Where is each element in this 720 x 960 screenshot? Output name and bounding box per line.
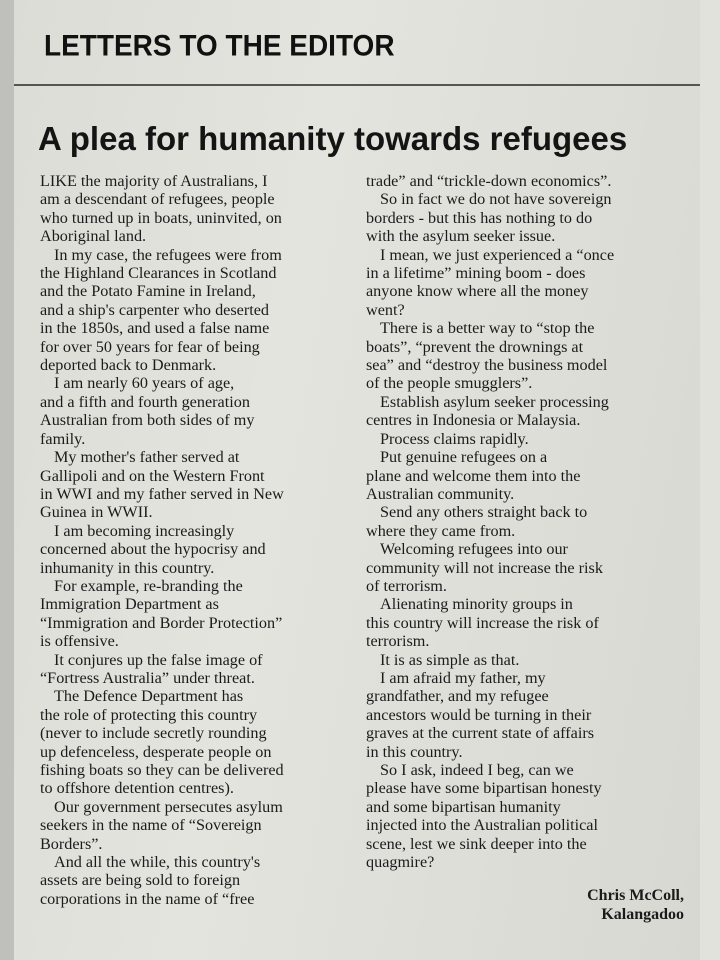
signature-place: Kalangadoo bbox=[601, 906, 684, 923]
paragraph: Our government persecutes asylum seekers in the name of “Sovereign Borders”. bbox=[40, 797, 283, 853]
paragraph: Welcoming refugees into our community will not increase the risk of terrorism. bbox=[366, 540, 603, 595]
paragraph: I am afraid my father, my grandfather, and my refugee ancestors would be turning in their graves at the current state of affairs in this country. bbox=[366, 668, 595, 761]
column-1 bbox=[40, 172, 360, 908]
section-title: LETTERS TO THE EDITOR bbox=[44, 29, 395, 62]
paragraph: Send any others straight back to where they came from. bbox=[366, 503, 588, 540]
paragraph: I am nearly 60 years of age, and a fifth and fourth generation Australian from both sides of my family. bbox=[40, 374, 255, 448]
paragraph: And all the while, this country's assets are being sold to foreign corporations in the name of “free bbox=[40, 853, 261, 908]
paragraph: For example, re-branding the Immigration Department as “Immigration and Border Protection” is offensive. bbox=[40, 576, 283, 651]
paragraph: I mean, we just experienced a “once in a lifetime” mining boom - does anyone know where all the money went? bbox=[366, 245, 615, 319]
paragraph: Process claims rapidly. bbox=[380, 429, 529, 448]
paragraph: Put genuine refugees on a plane and welcome them into the Australian community. bbox=[366, 448, 581, 503]
paragraph: In my case, the refugees were from the Highland Clearances in Scotland and the Potato Famine in Ireland, and a ship's carpenter who deserted in the 1850s, and used a false name for over 50 years for fear of being deported back to Denmark. bbox=[40, 245, 282, 375]
paragraph: So in fact we do not have sovereign borders - but this has nothing to do with the asylum seeker issue. bbox=[366, 190, 612, 246]
paragraph: Establish asylum seeker processing centres in Indonesia or Malaysia. bbox=[366, 392, 609, 430]
paragraph: I am becoming increasingly concerned about the hypocrisy and inhumanity in this country. bbox=[40, 521, 266, 577]
signature-name: Chris McColl, bbox=[587, 887, 684, 904]
section-rule bbox=[14, 84, 700, 86]
paragraph: Alienating minority groups in this country will increase the risk of terrorism. bbox=[366, 595, 599, 651]
paragraph: LIKE the majority of Australians, I am a descendant of refugees, people who turned up in boats, uninvited, on Aboriginal land. bbox=[40, 172, 282, 246]
paragraph: It is as simple as that. bbox=[380, 650, 520, 669]
paragraph: trade” and “trickle-down economics”. bbox=[366, 172, 612, 190]
adjacent-column-edge bbox=[700, 0, 720, 960]
page-edge bbox=[0, 0, 14, 960]
paragraph: It conjures up the false image of “Fortress Australia” under threat. bbox=[40, 650, 263, 687]
signature bbox=[560, 886, 684, 924]
column-2 bbox=[366, 172, 680, 871]
paragraph: The Defence Department has the role of protecting this country (never to include secretly rounding up defenceless, desperate people on fishing boats so they can be delivered to offshore detention centres). bbox=[40, 687, 284, 798]
paragraph: So I ask, indeed I beg, can we please have some bipartisan honesty and some bipartisan humanity injected into the Australian political scene, lest we sink deeper into the quagmire? bbox=[366, 761, 602, 872]
headline: A plea for humanity towards refugees bbox=[38, 120, 628, 157]
paragraph: My mother's father served at Gallipoli and on the Western Front in WWI and my father served in New Guinea in WWII. bbox=[40, 448, 284, 522]
paragraph: There is a better way to “stop the boats”, “prevent the drownings at sea” and “destroy the business model of the people smugglers”. bbox=[366, 319, 608, 393]
